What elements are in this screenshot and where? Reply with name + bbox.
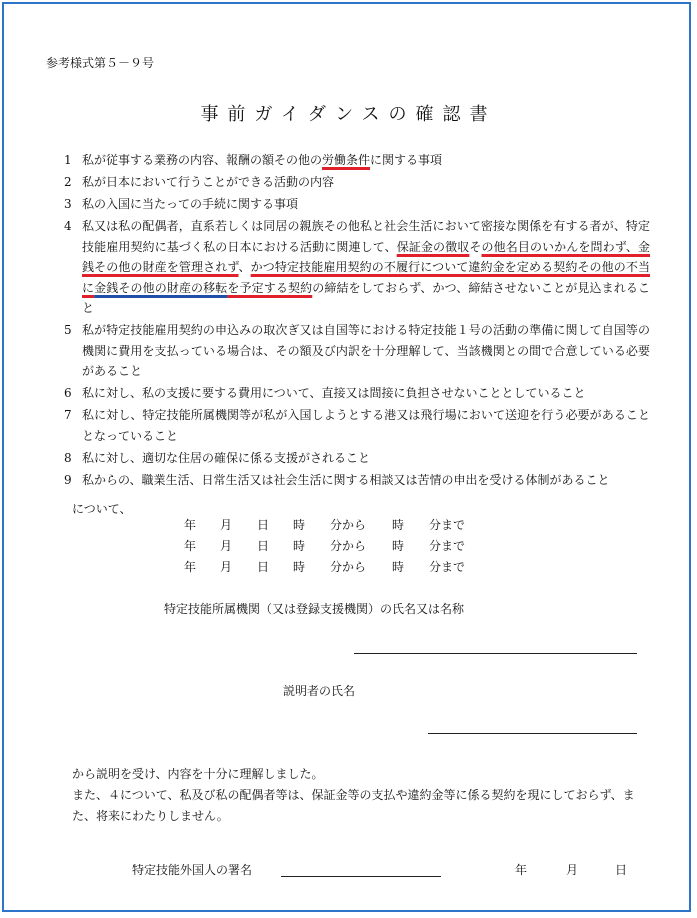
from-label: 分から [330, 560, 367, 574]
item-number: 9 [64, 472, 72, 487]
until-label: 分まで [429, 518, 466, 532]
item-number: 4 [64, 219, 72, 233]
list-item [64, 470, 650, 491]
text-segment: 、 [238, 260, 251, 274]
date-row [176, 537, 476, 557]
item-text [82, 194, 650, 215]
list-item [64, 194, 650, 215]
form-number: 参考様式第５－９号 [46, 56, 155, 70]
signature-line[interactable] [281, 876, 441, 877]
item-text [82, 150, 650, 171]
organization-name-label: 特定技能所属機関（又は登録支援機関）の氏名又は名称 [164, 602, 465, 616]
item-number: 8 [64, 450, 72, 465]
about-label: について、 [72, 502, 132, 516]
text-segment: 私が従事する業務の内容、報酬の額その他の [82, 153, 323, 167]
list-item [64, 150, 650, 171]
explainer-name-label: 説明者の氏名 [283, 684, 356, 698]
from-label: 分から [330, 539, 367, 553]
text-segment: 私の入国に当たっての手続に関する事項 [82, 197, 299, 211]
date-row [176, 516, 476, 536]
hour2-label: 時 [392, 560, 405, 574]
list-item [64, 448, 650, 469]
text-segment: 私からの、職業生活、日常生活又は社会生活に関する相談又は苦情の申出を受ける体制があること [82, 472, 610, 487]
closing-line-1: から説明を受け、内容を十分に理解しました。 [72, 767, 324, 781]
text-segment: そ [469, 239, 482, 254]
organization-name-line[interactable] [354, 653, 637, 654]
item-number: 7 [64, 408, 72, 422]
sign-year-label: 年 [515, 863, 528, 877]
sign-month-label: 月 [566, 863, 579, 877]
item-text [82, 470, 650, 491]
item-number: 3 [64, 197, 72, 211]
list-item [64, 405, 650, 446]
day-label: 日 [257, 560, 270, 574]
text-segment: 私が日本において行うことができる活動の内容 [82, 175, 335, 189]
underlined-phrase-red: を予定する契約 [227, 280, 313, 295]
item-text [82, 216, 650, 319]
item-text [82, 405, 650, 446]
date-row [176, 558, 476, 578]
signature-label: 特定技能外国人の署名 [132, 863, 253, 877]
year-label: 年 [184, 560, 197, 574]
closing-statement [72, 764, 652, 827]
underlined-phrase-red: 保証金の徴収 [396, 239, 470, 254]
underlined-phrase-red: の他名目のいかんを問わず、金銭その他の財産を管理されず [82, 239, 650, 274]
hour-label: 時 [293, 539, 306, 553]
list-item [64, 216, 650, 319]
month-label: 月 [220, 560, 233, 574]
underlined-phrase-blue: 金銭その他の財産の移転 [94, 280, 228, 295]
year-label: 年 [184, 518, 197, 532]
list-item [64, 383, 650, 404]
list-item [64, 320, 650, 382]
explainer-name-line[interactable] [428, 733, 637, 734]
text-segment: の締結をしておらず、かつ、締結させないことが見込まれること [82, 280, 650, 315]
text-segment: 私が特定技能雇用契約の申込みの取次ぎ又は自国等における特定技能１号の活動の準備に関して自国等の機関に費用を支払っている場合は、その額及び内訳を十分理解して、当該機関との間で合意している必要があること [82, 323, 650, 378]
item-text [82, 320, 650, 382]
hour2-label: 時 [392, 518, 405, 532]
month-label: 月 [220, 518, 233, 532]
item-number: 2 [64, 175, 72, 189]
month-label: 月 [220, 539, 233, 553]
item-number: 1 [64, 153, 72, 167]
day-label: 日 [257, 539, 270, 553]
list-item [64, 172, 650, 193]
text-segment: 私に対し、適切な住居の確保に係る支援がされること [82, 450, 371, 465]
from-label: 分から [330, 518, 367, 532]
hour-label: 時 [293, 560, 306, 574]
item-number: 5 [64, 323, 72, 337]
item-number: 6 [64, 386, 72, 400]
year-label: 年 [184, 539, 197, 553]
hour2-label: 時 [392, 539, 405, 553]
until-label: 分まで [429, 539, 466, 553]
item-text [82, 448, 650, 469]
sign-day-label: 日 [615, 863, 628, 877]
item-list [64, 150, 650, 492]
until-label: 分まで [429, 560, 466, 574]
text-segment: 私に対し、特定技能所属機関等が私が入国しようとする港又は飛行場において送迎を行う必要があることとなっていること [82, 408, 650, 443]
text-segment: に関する事項 [370, 153, 443, 167]
underlined-phrase-red: 労働条件 [322, 153, 371, 167]
item-text [82, 172, 650, 193]
item-text [82, 383, 650, 404]
day-label: 日 [257, 518, 270, 532]
closing-line-2: また、４について、私及び私の配偶者等は、保証金等の支払や違約金等に係る契約を現にしておらず、また、将来にわたりしません。 [72, 788, 635, 823]
page-title: 事前ガイダンスの確認書 [200, 104, 497, 125]
text-segment: 私又は私の配偶者，直系若しくは同居の親族その他私と社会生活において密接な関係を有する者が、特定技能雇用契約に基づく私の日本における活動に関連して、 [82, 219, 650, 254]
text-segment: 私に対し、私の支援に要する費用について、直接又は間接に負担させないこととしていること [82, 386, 586, 400]
underlined-phrase-red: かつ特定技能雇用契約の不履行について違約金を定める契約その他の不当に [82, 260, 651, 295]
hour-label: 時 [293, 518, 306, 532]
